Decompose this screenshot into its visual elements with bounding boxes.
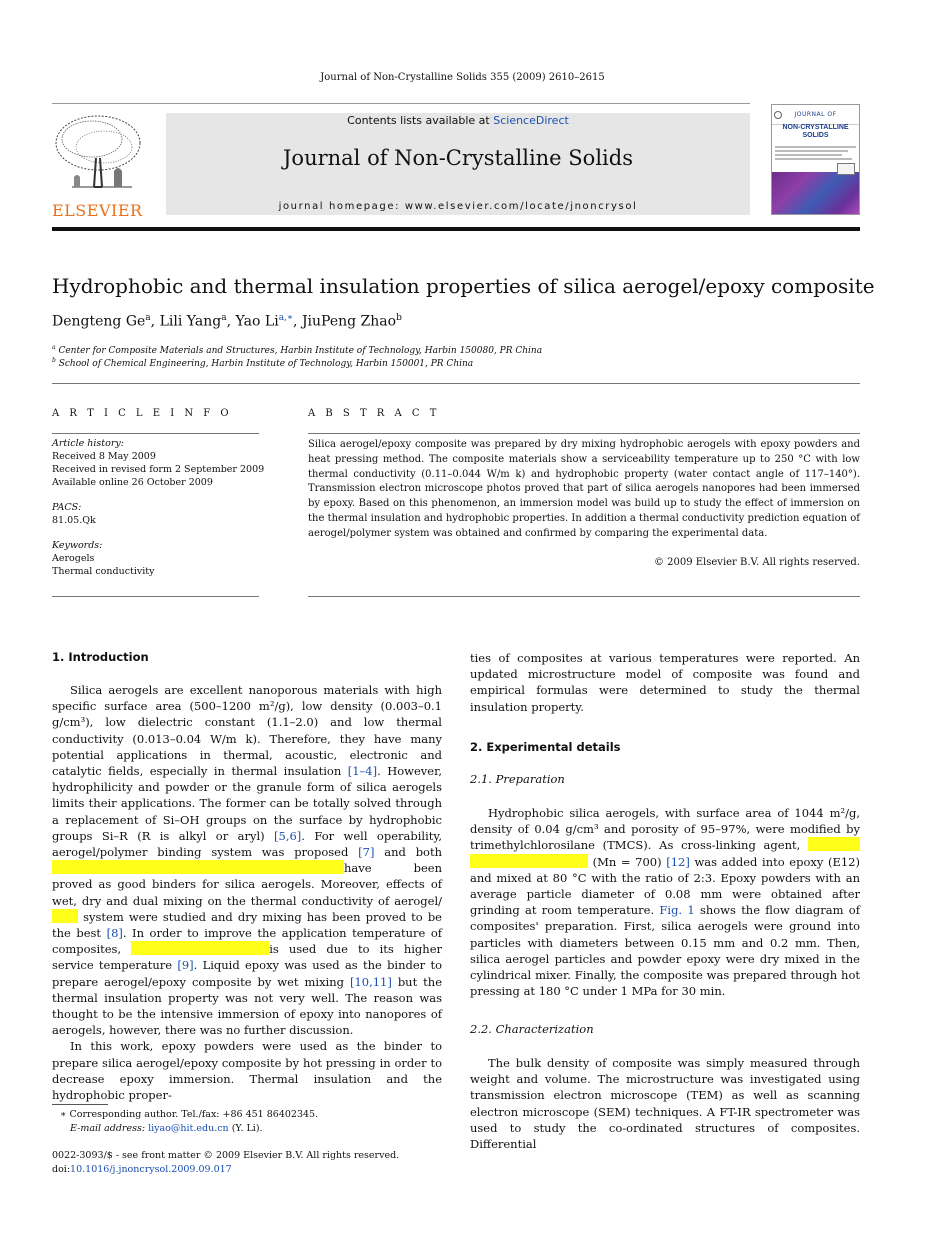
highlight-mark (470, 854, 588, 868)
highlight-mark (52, 860, 344, 874)
figure-link[interactable]: Fig. 1 (659, 903, 695, 918)
author-name: Yao Li (235, 313, 279, 330)
right-column-body (470, 650, 860, 715)
doi-label: doi: (52, 1163, 71, 1175)
text-run: have been proved as good binders for silica aerogels. Moreover, effects of wet, dry and dual mixing on the thermal conductivity of aerogel/ (52, 861, 442, 908)
text-run: Silica aerogels are excellent nanoporous materials with high specific surface area (500–1200 m²/g), low density (0.003–0.1 g/cm³), low dielectric constant (1.1–2.0) and low thermal conductivity (0.013–0.04 W/m k). Therefore, they have many potential applications in thermal, acoustic, electronic and catalytic fields, especially in thermal insulation (52, 683, 442, 779)
text-run: is used due to its higher service temperature (52, 942, 443, 973)
citation-link[interactable]: [7] (358, 845, 375, 860)
preparation-body (470, 805, 860, 999)
keywords-label: Keywords: (52, 540, 103, 551)
email-link[interactable]: liyao@hit.edu.cn (148, 1122, 229, 1134)
keyword: Aerogels (52, 553, 95, 564)
front-matter (52, 1149, 472, 1176)
citation-link[interactable]: [12] (666, 854, 690, 869)
subsection-heading-preparation: 2.1. Preparation (470, 772, 565, 786)
article-info-rule (52, 433, 259, 434)
intro-continued-paragraph: ties of composites at various temperatures were reported. An updated microstructure model of composite was found and empirical formulas were determined to study the thermal insulation property. (470, 651, 860, 714)
history-item: Available online 26 October 2009 (52, 477, 213, 488)
contents-text: Contents lists available at (347, 114, 494, 127)
characterization-paragraph: The bulk density of composite was simply measured through weight and volume. The microstructure was investigated using transmission electron microscope (TEM) as well as scanning electron microscope (SEM) techniques. A FT-IR spectrometer was used to study the co-ordinated structures of composites. Differential (470, 1056, 860, 1152)
intro-paragraph (52, 682, 442, 1038)
affiliation-text: Center for Composite Materials and Structures, Harbin Institute of Technology, Harbin 150080, PR China (58, 346, 543, 356)
paper-title: Hydrophobic and thermal insulation properties of silica aerogel/epoxy composite (52, 274, 875, 298)
text-run: . However, hydrophilicity and powder or the granule form of silica aerogels limits their applications. The former can be totally solved through a replacement of Si–OH groups on the surface by hydrophobic groups Si–R (R is alkyl or aryl) (52, 764, 442, 843)
cover-badge-icon (837, 163, 855, 175)
highlight-mark (131, 941, 269, 955)
email-suffix: (Y. Li). (228, 1122, 263, 1134)
keyword: Thermal conductivity (52, 566, 155, 577)
footnote (52, 1108, 442, 1135)
title-block-rule (52, 383, 860, 384)
text-run: . In order to improve the application temperature of composites, (52, 926, 442, 957)
journal-name: Journal of Non-Crystalline Solids (283, 146, 633, 170)
highlight-mark (52, 909, 78, 923)
pacs-value: 81.05.Qk (52, 515, 96, 526)
header-top-rule (52, 103, 750, 104)
pacs-label: PACS: (52, 502, 82, 513)
article-info-bottom-rule (52, 596, 259, 597)
abstract-bottom-rule (308, 596, 860, 597)
author-name: JiuPeng Zhao (301, 313, 397, 330)
text-run: . For well operability, aerogel/polymer binding system was proposed (52, 828, 442, 860)
subsection-heading-characterization: 2.2. Characterization (470, 1022, 594, 1036)
text-run: system were studied and dry mixing has been proved to be the best (52, 909, 442, 941)
abstract-heading: A B S T R A C T (308, 408, 440, 419)
cover-line2: NON-CRYSTALLINE SOLIDS (782, 124, 849, 139)
elsevier-logo (52, 113, 144, 220)
citation-link[interactable]: [8] (106, 926, 123, 941)
section-heading-introduction: 1. Introduction (52, 650, 149, 664)
citation-link[interactable]: [9] (177, 958, 194, 973)
author-name: Lili Yang (159, 313, 222, 330)
history-label: Article history: (52, 438, 124, 449)
abstract-rule (308, 433, 860, 434)
preparation-paragraph (470, 805, 860, 999)
abstract-copyright: © 2009 Elsevier B.V. All rights reserved. (653, 557, 860, 568)
text-run: . Liquid epoxy was used as the binder to prepare aerogel/epoxy composite by wet mixing (52, 958, 442, 989)
text-run: but the thermal insulation property was not very well. The reason was thought to be the intensive immersion of epoxy into nanopores of aerogels, however, there was no further discussion. (52, 974, 442, 1038)
article-info-heading: A R T I C L E I N F O (52, 408, 233, 419)
text-run: was added into epoxy (E12) and mixed at 80 °C with the ratio of 2:3. Epoxy powders with an average particle diameter of 0.08 mm were obtained after grinding at room temperature. (470, 854, 860, 918)
front-matter-text: 0022-3093/$ - see front matter © 2009 Elsevier B.V. All rights reserved. (52, 1150, 400, 1161)
section-heading-experimental: 2. Experimental details (470, 740, 621, 754)
author-name: Dengteng Ge (52, 313, 146, 330)
affiliation-text: School of Chemical Engineering, Harbin Institute of Technology, Harbin 150001, PR China (58, 359, 474, 369)
article-history (52, 437, 267, 578)
affiliation (52, 357, 473, 369)
contents-line (166, 114, 750, 127)
author-affil-mark: a (145, 313, 151, 323)
text-run: shows the flow diagram of composites' preparation. First, silica aerogels were ground into particles with diameters between 0.15 mm and 0.2 mm. Then, silica aerogel particles and powder epoxy were dry mixed in the cylindrical mixer. Finally, the composite was prepared through hot pressing at 180 °C under 1 MPa for 30 min. (470, 903, 860, 999)
header-thick-rule (52, 227, 860, 231)
affiliation-mark: a (52, 344, 56, 351)
affiliation-mark: b (52, 357, 56, 364)
email-label: E-mail address: (70, 1122, 149, 1134)
elsevier-tree-icon (52, 113, 144, 193)
citation-link[interactable]: [5,6] (274, 828, 302, 843)
history-item: Received 8 May 2009 (52, 451, 156, 462)
cover-image (772, 172, 860, 214)
author-affil-mark: b (396, 313, 402, 323)
text-run: (Mn = 700) (588, 854, 667, 869)
author-affil-mark: a (221, 313, 227, 323)
characterization-body (470, 1055, 860, 1152)
footnote-rule (52, 1104, 108, 1105)
email-line (52, 1122, 442, 1136)
history-item: Received in revised form 2 September 2009 (52, 464, 265, 475)
journal-citation: Journal of Non-Crystalline Solids 355 (2009) 2610–2615 (320, 72, 605, 83)
corresponding-author (52, 1108, 442, 1122)
intro-paragraph: In this work, epoxy powders were used as the binder to prepare silica aerogel/epoxy composite by hot pressing in order to decrease epoxy immersion. Thermal insulation and the hydrophobic proper- (52, 1039, 442, 1103)
text-run: and both (374, 845, 443, 860)
journal-cover (771, 104, 860, 215)
elsevier-wordmark: ELSEVIER (52, 201, 143, 220)
abstract-text: Silica aerogel/epoxy composite was prepared by dry mixing hydrophobic aerogels with epoxy powders and heat pressing method. The composite materials show a serviceability temperature up to 250 °C with low thermal conductivity (0.11–0.044 W/m k) and hydrophobic property (water contact angle of 117–140°). Transmission electron microscope photos proved that part of silica aerogels nanopores had been immersed by epoxy. Based on this phenomenon, an immersion model was build up to study the effect of immersion on the thermal insulation and hydrophobic properties. In addition a thermal conductivity prediction equation of aerogel/polymer system was obtained and confirmed by comparing the experimental data. (308, 439, 860, 539)
citation-link[interactable]: [10,11] (349, 974, 392, 989)
cover-line1: JOURNAL OF (794, 111, 837, 118)
journal-homepage[interactable]: journal homepage: www.elsevier.com/locate/jnoncrysol (278, 201, 638, 212)
affiliation (52, 344, 542, 356)
intro-body (52, 682, 442, 1103)
author-list: Dengteng Ge$^a$, Lili Yang$^a$, Yao Li$^{a,∗}$, JiuPeng Zhao$^b$ (52, 313, 402, 330)
doi-link[interactable]: 10.1016/j.jnoncrysol.2009.09.017 (70, 1163, 232, 1175)
doi-line (52, 1163, 472, 1177)
sciencedirect-link[interactable]: ScienceDirect (493, 114, 569, 127)
citation-link[interactable]: [1–4] (347, 764, 378, 779)
author-affil-mark[interactable]: a,∗ (278, 313, 294, 323)
corresponding-text: Corresponding author. Tel./fax: +86 451 86402345. (69, 1109, 319, 1120)
asterisk-icon: ∗ (60, 1109, 70, 1120)
highlight-mark (808, 837, 860, 851)
text-run: Hydrophobic silica aerogels, with surface area of 1044 m²/g, density of 0.04 g/cm³ and porosity of 95–97%, were modified by trimethylchlorosilane (TMCS). As cross-linking agent, (470, 806, 860, 853)
